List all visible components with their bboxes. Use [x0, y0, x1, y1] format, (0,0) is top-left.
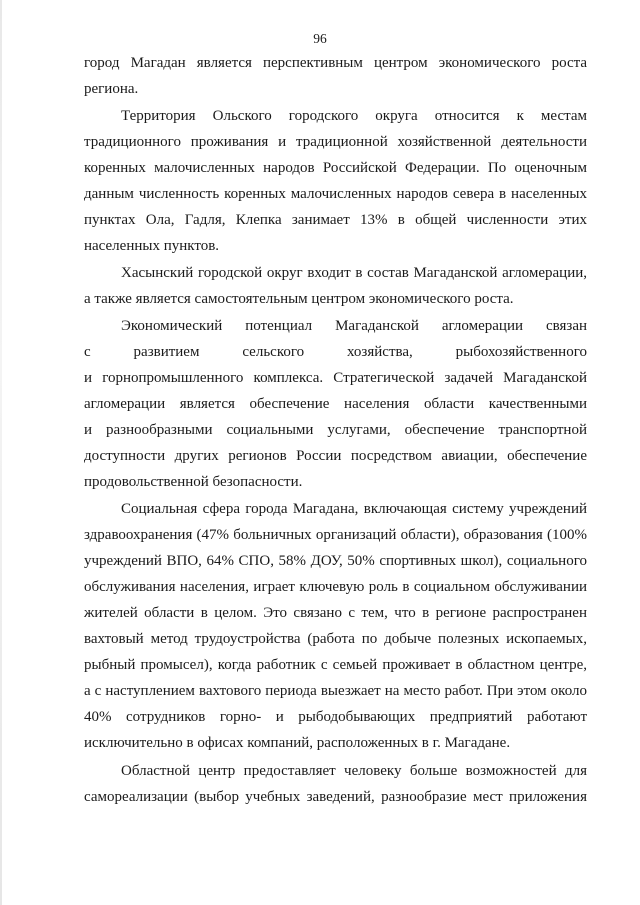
text-line: а с наступлением вахтового периода выезжает на место работ. При этом около — [84, 683, 587, 699]
text-line: доступности других регионов России посредством авиации, обеспечение — [84, 448, 587, 464]
text-line: и разнообразными социальными услугами, обеспечение транспортной — [84, 422, 587, 438]
text-line: а также является самостоятельным центром экономического роста. — [84, 291, 514, 307]
text-line: региона. — [84, 81, 139, 97]
text-line: вахтовый метод трудоустройства (работа по добыче полезных ископаемых, — [84, 631, 587, 647]
text-line: коренных малочисленных народов Российской Федерации. По оценочным — [84, 160, 587, 176]
text-line: исключительно в офисах компаний, расположенных в г. Магадане. — [84, 735, 511, 751]
text-line: жителей области в целом. Это связано с тем, что в регионе распространен — [84, 605, 587, 621]
text-line: Областной центр предоставляет человеку больше возможностей для — [121, 763, 587, 779]
text-line: Экономический потенциал Магаданской агломерации связан — [121, 318, 587, 334]
text-line: Территория Ольского городского округа относится к местам — [121, 108, 587, 124]
text-line: обслуживания населения, играет ключевую роль в социальном обслуживании — [84, 579, 587, 595]
text-line: рыбный промысел), когда работник с семьей проживает в областном центре, — [84, 657, 587, 673]
text-line: Социальная сфера города Магадана, включающая систему учреждений — [121, 501, 587, 517]
text-line: Хасынский городской округ входит в состав Магаданской агломерации, — [121, 265, 587, 281]
text-line: данным численность коренных малочисленных народов севера в населенных — [84, 186, 587, 202]
text-line: учреждений ВПО, 64% СПО, 58% ДОУ, 50% спортивных школ), социального — [84, 553, 587, 569]
text-line: город Магадан является перспективным центром экономического роста — [84, 55, 587, 71]
text-line: населенных пунктов. — [84, 238, 220, 254]
text-line: пунктах Ола, Гадля, Клепка занимает 13% в общей численности этих — [84, 212, 587, 228]
text-line: с развитием сельского хозяйства, рыбохозяйственного — [84, 344, 587, 360]
text-line: агломерации является обеспечение населения области качественными — [84, 396, 587, 412]
text-line: и горнопромышленного комплекса. Стратегической задачей Магаданской — [84, 370, 587, 386]
text-line: традиционного проживания и традиционной хозяйственной деятельности — [84, 134, 587, 150]
text-line: 40% сотрудников горно- и рыбодобывающих предприятий работают — [84, 709, 587, 725]
scan-margin-edge — [0, 0, 2, 905]
text-line: самореализации (выбор учебных заведений, разнообразие мест приложения — [84, 789, 587, 805]
text-line: здравоохранения (47% больничных организаций области), образования (100% — [84, 527, 587, 543]
text-line: продовольственной безопасности. — [84, 474, 303, 490]
page-number: 96 — [313, 31, 327, 46]
